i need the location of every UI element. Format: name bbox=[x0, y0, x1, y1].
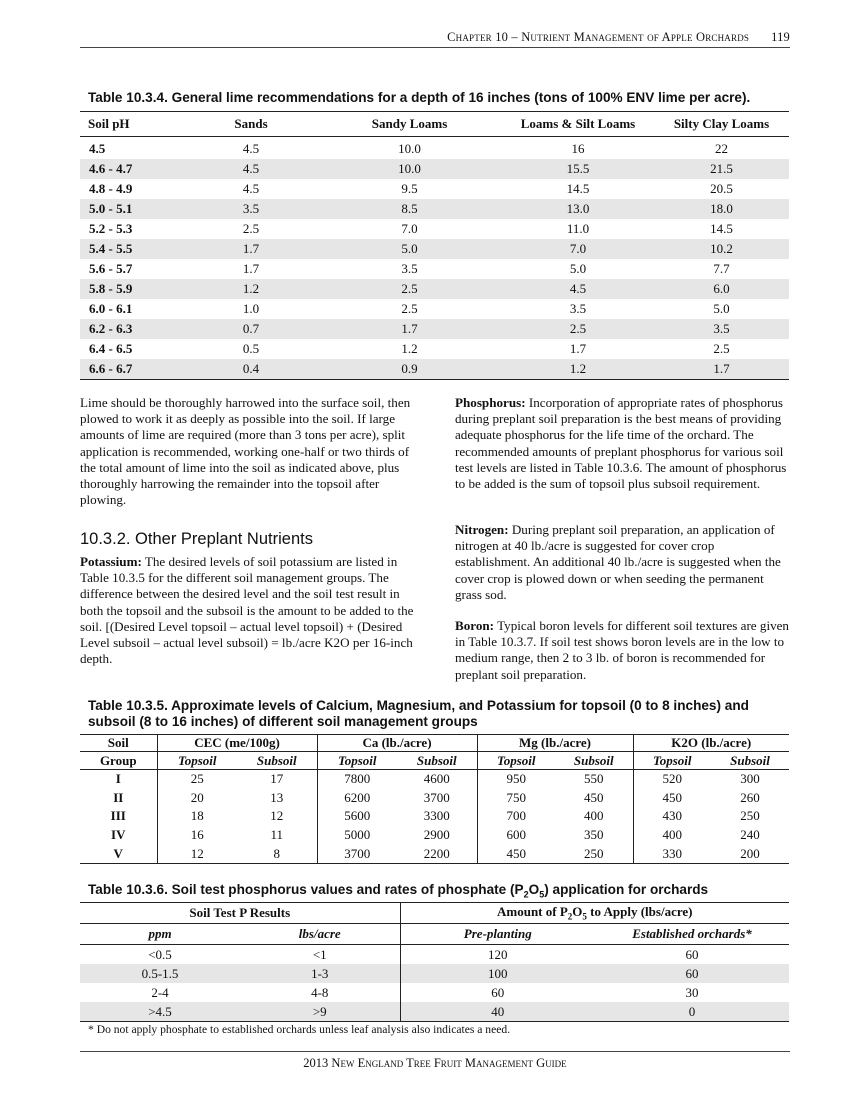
table-cell: 1.2 bbox=[502, 359, 654, 380]
table-cell: 25 bbox=[157, 770, 237, 789]
caption-text: ) application for orchards bbox=[544, 882, 709, 897]
table-cell: 11 bbox=[270, 827, 284, 843]
table-row bbox=[80, 844, 789, 863]
running-header-title: Chapter 10 – Nutrient Management of Apple Orchards bbox=[447, 30, 750, 44]
row-label-cell: 0.5-1.5 bbox=[80, 964, 240, 983]
subsoil-header: Subsoil bbox=[237, 752, 317, 770]
table-row bbox=[80, 219, 789, 239]
table-cell: 2200 bbox=[397, 844, 477, 863]
boron-text: Typical boron levels for different soil textures are given in Table 10.3.7. If soil test shows boron levels are in the low to medium range, then 2 to 3 lb. of boron is recommended for preplant soil preparation. bbox=[455, 618, 789, 682]
row-label-cell: 4.8 - 4.9 bbox=[89, 181, 133, 196]
table-phosphate-footnote: * Do not apply phosphate to established orchards unless leaf analysis also indicates a need. bbox=[88, 1023, 511, 1036]
table-cell: 330 bbox=[633, 844, 711, 863]
table-row bbox=[80, 339, 789, 359]
table-cell: 400 bbox=[584, 808, 604, 824]
table-cell: 750 bbox=[477, 789, 555, 808]
table-cell: 3.5 bbox=[569, 301, 587, 316]
nitrogen-paragraph-block bbox=[455, 522, 791, 603]
table-cell: 1.7 bbox=[185, 239, 317, 259]
table-cell: 260 bbox=[740, 789, 760, 805]
table-cell: 7.0 bbox=[502, 239, 654, 259]
table-cell: 0.9 bbox=[317, 359, 502, 380]
group-column-header: Soil bbox=[80, 735, 157, 752]
caption-text: O bbox=[528, 882, 540, 897]
table-cell: 5.0 bbox=[713, 301, 730, 316]
table-cell: 14.5 bbox=[566, 181, 590, 196]
table-cell: 2.5 bbox=[242, 221, 260, 236]
table-cell: 250 bbox=[740, 808, 760, 824]
row-label-cell: III bbox=[110, 808, 126, 824]
phosphorus-paragraph-block bbox=[455, 395, 791, 492]
caption-subscript: 2 bbox=[523, 889, 529, 900]
table-cell: 14.5 bbox=[710, 221, 733, 236]
table-row bbox=[80, 983, 789, 1002]
table-cell: 9.5 bbox=[401, 181, 418, 196]
table-row bbox=[80, 826, 789, 845]
table-cell: 450 bbox=[477, 844, 555, 863]
row-label-cell: 5.0 - 5.1 bbox=[80, 199, 185, 219]
table-levels-caption-line: subsoil (8 to 16 inches) of different soil management groups bbox=[88, 714, 478, 729]
table-cell: 3.5 bbox=[401, 261, 418, 276]
table-lime-column-header: Loams & Silt Loams bbox=[502, 112, 654, 137]
table-cell: 12 bbox=[157, 844, 237, 863]
table-cell: 250 bbox=[555, 844, 633, 863]
table-row bbox=[80, 137, 789, 160]
table-cell: 4.5 bbox=[185, 159, 317, 179]
potassium-text: The desired levels of soil potassium are listed in Table 10.3.5 for the different soil management groups. The difference between the desired level and the soil test result in both the topsoil and the subsoil is the amount to be added to the soil. [(Desired Level topsoil – actual level topsoil) + (Desired Level subsoil – actual level subsoil) = lb./acre K2O per 16-inch depth. bbox=[80, 554, 414, 667]
nitrogen-label: Nitrogen: bbox=[455, 522, 509, 537]
table-cell: 1.2 bbox=[401, 341, 418, 356]
table-cell: 16 bbox=[571, 141, 585, 156]
page-number: 119 bbox=[771, 30, 790, 44]
table-cell: 4.5 bbox=[502, 279, 654, 299]
table-lime-column-header: Silty Clay Loams bbox=[654, 112, 789, 137]
k2o-column-group: K2O (lb./acre) bbox=[633, 735, 789, 752]
table-cell: 1.7 bbox=[654, 359, 789, 380]
table-row bbox=[80, 199, 789, 219]
table-cell: 30 bbox=[685, 984, 699, 1000]
table-cell: 12 bbox=[270, 808, 284, 824]
table-row bbox=[80, 789, 789, 808]
topsoil-header: Topsoil bbox=[633, 752, 711, 770]
amount-group-header bbox=[400, 903, 789, 924]
topsoil-header: Topsoil bbox=[157, 752, 237, 770]
table-cell: 520 bbox=[633, 770, 711, 789]
table-row bbox=[80, 179, 789, 199]
row-label-cell: V bbox=[80, 844, 157, 863]
table-cell: 2900 bbox=[423, 827, 450, 843]
subsoil-header: Subsoil bbox=[397, 752, 477, 770]
table-row bbox=[80, 319, 789, 339]
ca-column-group: Ca (lb./acre) bbox=[317, 735, 477, 752]
table-row bbox=[80, 1002, 789, 1022]
table-cell: 120 bbox=[400, 945, 595, 965]
subsoil-header: Subsoil bbox=[711, 752, 789, 770]
table-cell: 11.0 bbox=[566, 221, 590, 236]
header-rule bbox=[80, 47, 790, 48]
phosphorus-paragraph bbox=[455, 395, 791, 492]
table-cell: 8.5 bbox=[317, 199, 502, 219]
table-cell: 5.0 bbox=[569, 261, 587, 276]
lime-paragraph: Lime should be thoroughly harrowed into the surface soil, then plowed to work it as deeply as possible into the soil. If large amounts of lime are required (more than 3 tons per acre), split application is recommended, working one-half or two thirds of the total amount of lime into the soil as indicated above, plus thoroughly harrowing the remainder into the topsoil after plowing. bbox=[80, 395, 411, 508]
running-footer: 2013 New England Tree Fruit Management Guide bbox=[303, 1056, 567, 1070]
table-levels-body bbox=[80, 770, 789, 864]
running-header bbox=[80, 30, 790, 45]
table-cell: 0.4 bbox=[185, 359, 317, 380]
row-label-cell: IV bbox=[111, 827, 126, 843]
table-cell: 60 bbox=[595, 964, 789, 983]
table-cell: 3700 bbox=[317, 844, 397, 863]
table-levels-group-header-row bbox=[80, 735, 789, 752]
table-cell: 1.7 bbox=[317, 319, 502, 339]
table-phosphate-column-header: ppm bbox=[80, 924, 240, 945]
table-row bbox=[80, 299, 789, 319]
table-cell: 18.0 bbox=[654, 199, 789, 219]
table-cell: 0.7 bbox=[185, 319, 317, 339]
table-cell: 550 bbox=[584, 771, 604, 787]
table-cell: 350 bbox=[584, 827, 604, 843]
table-cell: 430 bbox=[633, 807, 711, 826]
table-cell: 17 bbox=[270, 771, 284, 787]
potassium-label: Potassium: bbox=[80, 554, 142, 569]
table-lime-caption: Table 10.3.4. General lime recommendations for a depth of 16 inches (tons of 100% ENV lime per acre). bbox=[88, 90, 751, 105]
table-cell: 2.5 bbox=[317, 279, 502, 299]
caption-text: Table 10.3.6. Soil test phosphorus values and rates of phosphate (P bbox=[88, 882, 524, 897]
table-cell: 4600 bbox=[423, 771, 450, 787]
table-cell: 21.5 bbox=[654, 159, 789, 179]
table-cell: 450 bbox=[633, 789, 711, 808]
mg-column-group: Mg (lb./acre) bbox=[477, 735, 633, 752]
table-phosphate-column-header: Established orchards* bbox=[595, 924, 789, 945]
table-cell: 7800 bbox=[317, 770, 397, 789]
table-phosphate-caption bbox=[88, 882, 708, 903]
table-cell: 7.0 bbox=[401, 221, 418, 236]
table-lime-column-header: Sands bbox=[185, 112, 317, 137]
phosphorus-label: Phosphorus: bbox=[455, 395, 526, 410]
section-heading: 10.3.2. Other Preplant Nutrients bbox=[80, 530, 313, 548]
table-cell: 4.5 bbox=[242, 141, 260, 156]
amount-header-text: to Apply (lbs/acre) bbox=[586, 904, 693, 920]
table-cell: 6200 bbox=[317, 789, 397, 808]
table-lime bbox=[80, 111, 789, 380]
table-cell: 13 bbox=[270, 789, 284, 805]
row-label-cell: 5.6 - 5.7 bbox=[89, 261, 133, 276]
amount-header-text: O bbox=[572, 904, 583, 920]
table-cell: 5600 bbox=[317, 807, 397, 826]
table-row bbox=[80, 807, 789, 826]
row-label-cell: 2-4 bbox=[151, 984, 169, 1000]
boron-label: Boron: bbox=[455, 618, 495, 633]
table-cell: 5.0 bbox=[317, 239, 502, 259]
table-cell: 300 bbox=[740, 771, 760, 787]
table-cell: 22 bbox=[715, 141, 728, 156]
table-row bbox=[80, 279, 789, 299]
row-label-cell: 4.5 bbox=[89, 141, 106, 156]
table-cell: 10.2 bbox=[654, 239, 789, 259]
boron-paragraph bbox=[455, 618, 791, 683]
potassium-paragraph bbox=[80, 554, 416, 667]
table-row bbox=[80, 259, 789, 279]
table-lime-column-header: Soil pH bbox=[80, 112, 185, 137]
group-column-header: Group bbox=[80, 752, 157, 770]
cec-column-group: CEC (me/100g) bbox=[157, 735, 317, 752]
table-cell: 7.7 bbox=[713, 261, 730, 276]
row-label-cell: 4.6 - 4.7 bbox=[80, 159, 185, 179]
table-cell: 0.5 bbox=[242, 341, 260, 356]
table-cell: 3.5 bbox=[654, 319, 789, 339]
row-label-cell: 6.0 - 6.1 bbox=[89, 301, 133, 316]
table-cell: <1 bbox=[312, 946, 327, 962]
table-cell: 16 bbox=[157, 826, 237, 845]
table-cell: 450 bbox=[584, 789, 604, 805]
table-levels bbox=[80, 734, 789, 864]
amount-header-text: Amount of P bbox=[497, 904, 568, 920]
amount-header-subscript: 5 bbox=[582, 911, 587, 922]
caption-subscript: 5 bbox=[539, 889, 545, 900]
table-cell: 2.5 bbox=[502, 319, 654, 339]
table-cell: 3.5 bbox=[185, 199, 317, 219]
topsoil-header: Topsoil bbox=[317, 752, 397, 770]
table-cell: 6.0 bbox=[654, 279, 789, 299]
table-phosphate-column-header-row bbox=[80, 924, 789, 945]
row-label-cell: >4.5 bbox=[80, 1002, 240, 1022]
table-cell: 60 bbox=[685, 946, 699, 962]
row-label-cell: II bbox=[113, 789, 124, 805]
table-cell: 10.0 bbox=[317, 159, 502, 179]
row-label-cell: 5.4 - 5.5 bbox=[80, 239, 185, 259]
table-cell: 0 bbox=[595, 1002, 789, 1022]
table-cell: 600 bbox=[477, 826, 555, 845]
table-cell: 400 bbox=[633, 826, 711, 845]
table-cell: 8 bbox=[237, 844, 317, 863]
soil-test-group-header: Soil Test P Results bbox=[80, 903, 400, 924]
table-lime-header-row bbox=[80, 112, 789, 137]
table-cell: 4.5 bbox=[242, 181, 260, 196]
boron-paragraph-block bbox=[455, 618, 791, 683]
table-cell: 200 bbox=[711, 844, 789, 863]
phosphorus-text: Incorporation of appropriate rates of phosphorus during preplant soil preparation is the best means of providing adequate phosphorus for the life time of the orchard. The recommended amounts of preplant phosphorus for various soil test levels are listed in Table 10.3.6. The amount of phosphorus to be added is the sum of topsoil plus subsoil requirement. bbox=[455, 395, 787, 492]
row-label-cell: <0.5 bbox=[148, 946, 172, 962]
table-cell: 20.5 bbox=[710, 181, 733, 196]
table-cell: 4-8 bbox=[311, 984, 329, 1000]
table-cell: 5000 bbox=[317, 826, 397, 845]
footer-rule bbox=[80, 1051, 790, 1052]
table-cell: 18 bbox=[157, 807, 237, 826]
table-phosphate-body bbox=[80, 945, 789, 1022]
row-label-cell: 6.2 - 6.3 bbox=[80, 319, 185, 339]
table-levels-sub-header-row bbox=[80, 752, 789, 770]
table-lime-body bbox=[80, 137, 789, 380]
nitrogen-text: During preplant soil preparation, an application of nitrogen at 40 lb./acre is suggested for cover crop establishment. An additional 40 lb./acre is suggested when the cover crop is plowed down or when seeding the permanent grass sod. bbox=[455, 522, 781, 602]
table-cell: 3700 bbox=[423, 789, 450, 805]
lime-paragraph-block bbox=[80, 395, 416, 508]
table-cell: 950 bbox=[477, 770, 555, 789]
table-levels-caption bbox=[88, 698, 749, 730]
table-cell: 2.5 bbox=[713, 341, 730, 356]
table-cell: 40 bbox=[400, 1002, 595, 1022]
table-row bbox=[80, 159, 789, 179]
table-phosphate-column-header: lbs/acre bbox=[240, 924, 400, 945]
table-cell: 1-3 bbox=[240, 964, 400, 983]
table-levels-caption-line: Table 10.3.5. Approximate levels of Calcium, Magnesium, and Potassium for topsoil (0 to 8 inches) and bbox=[88, 698, 749, 713]
nitrogen-paragraph bbox=[455, 522, 791, 603]
table-row bbox=[80, 770, 789, 789]
table-cell: 13.0 bbox=[502, 199, 654, 219]
table-cell: 3300 bbox=[423, 808, 450, 824]
table-cell: 60 bbox=[400, 983, 595, 1002]
table-row bbox=[80, 964, 789, 983]
table-cell: 100 bbox=[400, 964, 595, 983]
table-row bbox=[80, 945, 789, 965]
table-cell: 700 bbox=[477, 807, 555, 826]
table-cell: 10.0 bbox=[398, 141, 421, 156]
potassium-paragraph-block bbox=[80, 554, 416, 667]
table-cell: 20 bbox=[157, 789, 237, 808]
row-label-cell: 5.8 - 5.9 bbox=[80, 279, 185, 299]
table-cell: 1.2 bbox=[185, 279, 317, 299]
subsoil-header: Subsoil bbox=[555, 752, 633, 770]
row-label-cell: 5.2 - 5.3 bbox=[89, 221, 133, 236]
amount-header-subscript: 2 bbox=[567, 911, 573, 922]
table-lime-column-header: Sandy Loams bbox=[317, 112, 502, 137]
table-cell: 1.0 bbox=[242, 301, 260, 316]
table-cell: 2.5 bbox=[401, 301, 418, 316]
row-label-cell: I bbox=[115, 771, 121, 787]
table-cell: 240 bbox=[740, 827, 760, 843]
table-cell: 1.7 bbox=[569, 341, 587, 356]
table-phosphate-group-header-row bbox=[80, 903, 789, 924]
row-label-cell: 6.4 - 6.5 bbox=[89, 341, 133, 356]
table-cell: 1.7 bbox=[242, 261, 260, 276]
table-phosphate bbox=[80, 902, 789, 1022]
table-row bbox=[80, 239, 789, 259]
row-label-cell: 6.6 - 6.7 bbox=[80, 359, 185, 380]
table-cell: 15.5 bbox=[502, 159, 654, 179]
table-row bbox=[80, 359, 789, 380]
topsoil-header: Topsoil bbox=[477, 752, 555, 770]
table-phosphate-column-header: Pre-planting bbox=[400, 924, 595, 945]
table-cell: >9 bbox=[240, 1002, 400, 1022]
